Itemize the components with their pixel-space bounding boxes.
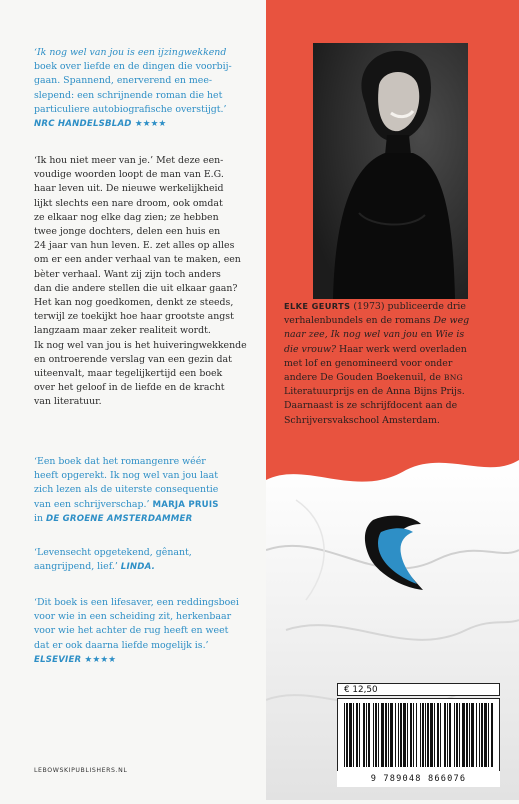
barcode-bar <box>430 703 433 767</box>
bio-text: en <box>420 329 433 341</box>
barcode-bar <box>425 703 426 767</box>
quote-source-publication: DE GROENE AMSTERDAMMER <box>46 513 193 524</box>
blurb-line: ze elkaar nog elke dag zien; ze hebben <box>34 211 219 223</box>
quote-line: ‘Dit boek is een lifesaver, een reddingsboei <box>34 597 239 608</box>
review-quote-groene <box>34 455 256 526</box>
barcode-bar <box>395 703 396 767</box>
quote-line: ‘Een boek dat het romangenre wéér <box>34 456 206 467</box>
blurb-line: ‘Ik hou niet meer van je.’ Met deze een- <box>34 155 224 166</box>
barcode-bar <box>413 703 414 767</box>
bio-text: verhalenbundels en de romans <box>284 315 431 327</box>
quote-source: LINDA. <box>120 562 156 573</box>
review-quote-nrc <box>34 46 256 131</box>
barcode-bar <box>427 703 429 767</box>
barcode-bar <box>368 703 370 767</box>
barcode-bar <box>366 703 367 767</box>
quote-line-text: van een schrijverschap.’ <box>34 498 150 510</box>
bio-line <box>284 343 512 357</box>
quote-line: ‘Levensecht opgetekend, gênant, <box>34 547 192 558</box>
barcode-bar <box>416 703 417 767</box>
bio-line: met lof en genomineerd voor onder <box>284 357 453 369</box>
barcode-bar <box>346 703 348 767</box>
barcode-bar <box>481 703 483 767</box>
quote-line: gaan. Spannend, enerverend en mee- <box>34 75 213 87</box>
book-title: Ik nog wel van jou <box>330 329 418 341</box>
bio-text: andere De Gouden Boekenuil, de <box>284 372 441 384</box>
author-name: ELKE GEURTS <box>284 301 351 311</box>
barcode-bar <box>353 703 354 767</box>
author-photo <box>313 43 468 299</box>
blurb-line: voudige woorden loopt de man van E.G. <box>34 169 224 181</box>
bio-line <box>284 328 512 342</box>
quote-source-line <box>34 512 256 526</box>
barcode-bar <box>385 703 387 767</box>
barcode-bar <box>381 703 384 767</box>
barcode-bar <box>437 703 439 767</box>
barcode-bar <box>469 703 470 767</box>
bio-text: Haar werk werd overladen <box>339 343 467 355</box>
barcode-bar <box>344 703 345 767</box>
isbn-barcode <box>337 698 500 772</box>
barcode-bar <box>398 703 399 767</box>
quote-source-in: in <box>34 512 44 524</box>
bio-line: Literatuurprijs en de Anna Bijns Prijs. <box>284 386 465 398</box>
barcode-bar <box>449 703 451 767</box>
blue-swoosh-icon <box>351 512 431 602</box>
bio-line: Schrijversvakschool Amsterdam. <box>284 414 440 426</box>
blurb-line: dan die andere stellen die uit elkaar gaan? <box>34 282 238 294</box>
quote-line: slepend: een schrijnende roman die het <box>34 89 223 101</box>
blurb-line: 24 jaar van hun leven. E. zet alles op alles <box>34 240 235 252</box>
bio-line <box>284 371 512 385</box>
barcode-bar <box>462 703 465 767</box>
author-bio <box>284 299 512 428</box>
barcode-bar <box>410 703 412 767</box>
bio-text: publiceerde drie <box>387 301 466 312</box>
quote-line: ‘Ik nog wel van jou is een ijzingwekkend <box>34 47 227 58</box>
book-title: Wie is <box>435 329 465 341</box>
barcode-bar <box>491 703 493 767</box>
bio-award-abbr: BNG <box>443 373 464 383</box>
barcode-bar <box>373 703 374 767</box>
barcode-bar <box>359 703 360 767</box>
barcode-bar <box>447 703 448 767</box>
barcode-bar <box>400 703 402 767</box>
barcode-bar <box>403 703 406 767</box>
quote-line: zich lezen als de uiterste consequentie <box>34 484 219 496</box>
blurb-line: terwijl ze toekijkt hoe haar grootste angst <box>34 311 234 323</box>
blurb-line: en ontroerende verslag van een gezin dat <box>34 353 232 365</box>
quote-source: ELSEVIER ★★★★ <box>34 654 117 665</box>
book-title: De weg <box>433 315 470 327</box>
blurb-line: Het kan nog goedkomen, denkt ze steeds, <box>34 297 234 309</box>
barcode-bar <box>420 703 421 767</box>
barcode-bar <box>434 703 435 767</box>
barcode-bar <box>488 703 489 767</box>
blurb-line: lijkt slechts een nare droom, ook omdat <box>34 197 223 209</box>
barcode-bar <box>422 703 424 767</box>
barcode-bar <box>349 703 352 767</box>
blurb-line: haar leven uit. De nieuwe werkelijkheid <box>34 183 224 195</box>
barcode-bar <box>363 703 365 767</box>
quote-source: NRC HANDELSBLAD ★★★★ <box>34 119 167 130</box>
bio-line <box>284 314 512 328</box>
barcode-bar <box>378 703 379 767</box>
blurb-line: bèter verhaal. Want zij zijn toch anders <box>34 268 221 280</box>
quote-line: particuliere autobiografische overstijgt.’ <box>34 103 227 115</box>
quote-line-text: aangrijpend, lief.’ <box>34 561 118 573</box>
review-quote-linda <box>34 546 256 574</box>
blurb-line: twee jonge dochters, delen een huis en <box>34 226 221 238</box>
price-label: € 12,50 <box>337 683 500 696</box>
barcode-bar <box>390 703 393 767</box>
blurb-line: van literatuur. <box>34 396 102 408</box>
barcode-bar <box>444 703 446 767</box>
quote-source-name: MARJA PRUIS <box>152 499 219 510</box>
blurb-line: uiteenvalt, maar tegelijkertijd een boek <box>34 368 223 380</box>
bio-line <box>284 299 512 314</box>
barcode-bar <box>356 703 358 767</box>
book-title: die vrouw? <box>284 343 337 355</box>
quote-line <box>34 498 256 512</box>
author-years: (1973) <box>353 301 385 312</box>
blurb-line: langzaam maar zeker realiteit wordt. <box>34 325 211 337</box>
barcode-bar <box>375 703 377 767</box>
quote-line <box>34 560 256 574</box>
book-blurb <box>34 154 256 410</box>
barcode-bar <box>484 703 487 767</box>
barcode-bar <box>479 703 480 767</box>
barcode-bar <box>456 703 458 767</box>
quote-line: voor wie in een scheiding zit, herkenbaar <box>34 611 232 623</box>
blurb-line: om er een ander verhaal van te maken, een <box>34 254 241 266</box>
bio-line: Daarnaast is ze schrijfdocent aan de <box>284 400 458 412</box>
review-quote-elsevier <box>34 596 256 667</box>
blurb-line: over het geloof in de liefde en de kracht <box>34 382 225 394</box>
blurb-line: Ik nog wel van jou is het huiveringwekkende <box>34 339 247 351</box>
quote-line: heeft opgerekt. Ik nog wel van jou laat <box>34 470 218 482</box>
barcode-bar <box>471 703 474 767</box>
barcode-bar <box>407 703 408 767</box>
book-title: naar zee, <box>284 329 328 341</box>
isbn-number: 9 789048 866076 <box>337 771 500 787</box>
publisher-website: LEBOWSKIPUBLISHERS.NL <box>34 767 128 774</box>
barcode-bar <box>440 703 441 767</box>
barcode-bar <box>388 703 389 767</box>
quote-line: dat er ook daarna liefde mogelijk is.’ <box>34 639 209 651</box>
quote-line: boek over liefde en de dingen die voorbij- <box>34 61 232 73</box>
barcode-bar <box>459 703 460 767</box>
barcode-bar <box>466 703 468 767</box>
barcode-bar <box>454 703 455 767</box>
barcode-bar <box>476 703 477 767</box>
quote-line: voor wie het achter de rug heeft en weet <box>34 625 229 637</box>
